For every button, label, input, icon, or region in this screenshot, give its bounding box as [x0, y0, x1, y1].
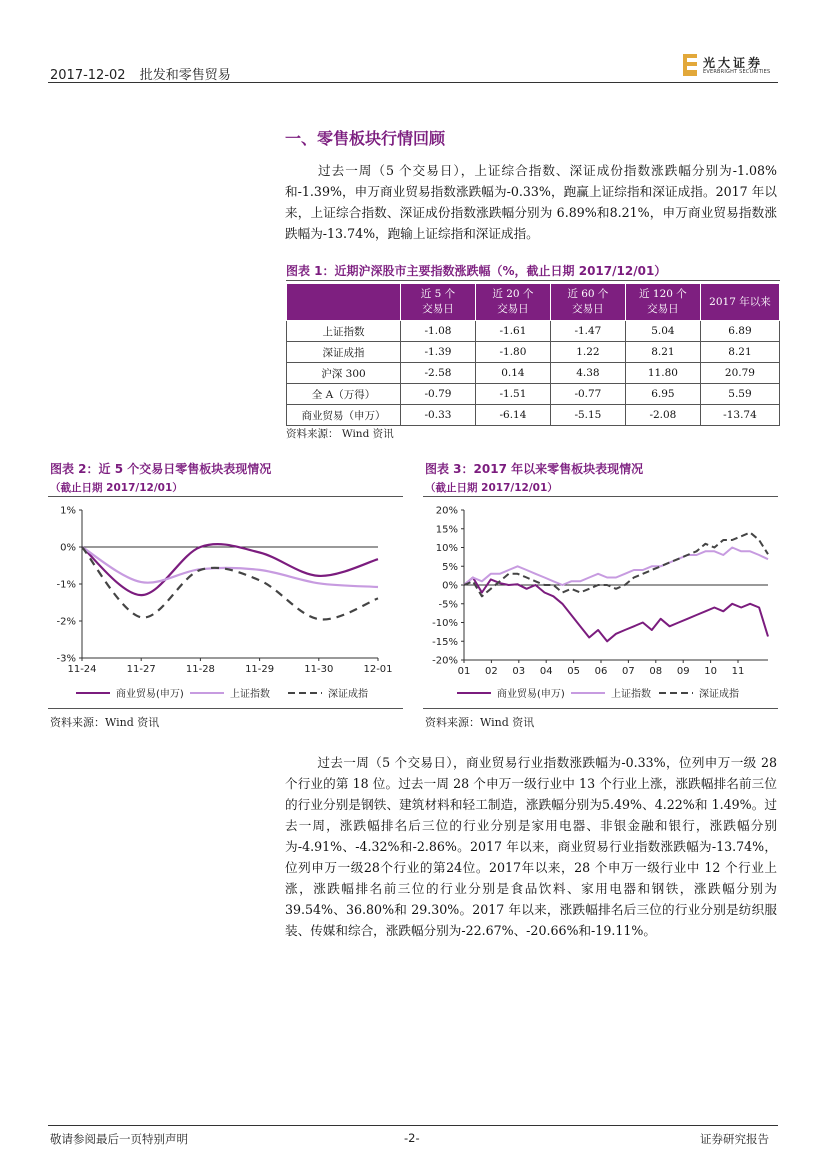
paragraph-2-text: 过去一周（5 个交易日），商业贸易行业指数涨跌幅为-0.33%，位列申万一级 28 个行业的第 18 位。过去一周 28 个申万一级行业中 13 个行业上涨，涨跌幅排名前三位的行业分别是钢铁、建筑材料和轻工制造，涨跌幅分别为5.49%、4.22%和 1.49%。过去一周，涨跌幅排名后三位的行业分别是家用电器、非银金融和银行，涨跌幅分别为-4.91%、-4.32%和-2.86%。2017 年以来，商业贸易行业指数涨跌幅为-13.74%，位列申万一级28个行业的第24位。2017年以来，28 个申万一级行业中 12 个行业上涨，涨跌幅排名前三位的行业分别是食品饮料、家用电器和钢铁，涨跌幅分别为 39.54%、36.80%和 29.30%。2017 年以来，涨跌幅排名后三位的行业分别是纺织服装、传媒和综合，涨跌幅分别为-22.67%、-20.66%和-19.11%。 [285, 755, 777, 938]
series-line-2 [464, 548, 768, 586]
table-cell: -1.51 [475, 384, 550, 405]
logo-text-en: EVERBRIGHT SECURITIES [703, 69, 771, 75]
table-cell: 6.95 [625, 384, 700, 405]
company-logo [683, 52, 778, 78]
table-cell: 1.22 [550, 342, 625, 363]
legend-label: 商业贸易(申万) [497, 689, 565, 700]
table-cell: 6.89 [700, 321, 779, 342]
x-tick-label: 01 [457, 666, 471, 677]
table-row-label: 商业贸易（申万） [287, 405, 401, 426]
chart3-subtitle: （截止日期 2017/12/01） [425, 482, 558, 494]
y-tick-label: -10% [432, 618, 458, 629]
y-tick-label: 0% [442, 580, 458, 592]
table-cell: -6.14 [475, 405, 550, 426]
table-cell: 8.21 [625, 342, 700, 363]
footer-disclaimer: 敬请参阅最后一页特别声明 [50, 1132, 188, 1146]
table-cell: -13.74 [700, 405, 779, 426]
section-title: 一、零售板块行情回顾 [285, 129, 446, 148]
table-header-cell: 近 120 个 交易日 [625, 284, 700, 321]
footer-divider [48, 1125, 778, 1126]
table-row [287, 321, 780, 342]
chart2-source: 资料来源：Wind 资讯 [50, 716, 160, 729]
table-cell: -0.79 [400, 384, 475, 405]
legend-label: 深证成指 [328, 689, 368, 700]
logo-mark-icon [683, 54, 697, 76]
x-tick-label: 10 [704, 666, 717, 677]
x-tick-label: 09 [676, 666, 690, 677]
x-tick-label: 03 [512, 666, 526, 677]
table-cell: -1.61 [475, 321, 550, 342]
table-source: 资料来源： Wind 资讯 [286, 428, 394, 440]
x-tick-label: 05 [567, 666, 580, 677]
table-row-label: 上证指数 [287, 321, 401, 342]
y-tick-label: 0% [60, 542, 76, 554]
legend-label: 商业贸易(申万) [116, 689, 184, 700]
chart3-figure [423, 500, 778, 705]
report-industry: 批发和零售贸易 [139, 68, 231, 83]
legend-label: 上证指数 [611, 689, 651, 700]
table-header-cell: 近 20 个 交易日 [475, 284, 550, 321]
footer-report-type: 证券研究报告 [700, 1132, 769, 1146]
series-line-3 [464, 533, 768, 597]
y-tick-label: -15% [432, 636, 458, 648]
paragraph-industry-review [285, 752, 777, 941]
logo-text-cn: 光大证券 [703, 56, 764, 70]
header-left [50, 64, 241, 83]
series-line-1 [464, 578, 768, 642]
table-cell: -1.47 [550, 321, 625, 342]
table-row-label: 深证成指 [287, 342, 401, 363]
table-header-cell: 近 5 个 交易日 [400, 284, 475, 321]
x-tick-label: 11-30 [304, 664, 334, 675]
table-title: 图表 1：近期沪深股市主要指数涨跌幅（%，截止日期 2017/12/01） [286, 264, 667, 278]
table-cell: -1.39 [400, 342, 475, 363]
y-tick-label: 5% [442, 561, 458, 573]
chart3-bottom-rule [423, 708, 778, 709]
table-cell: -0.77 [550, 384, 625, 405]
table-cell: 11.80 [625, 363, 700, 384]
page-number: -2- [404, 1131, 420, 1145]
table-header-row [287, 284, 780, 321]
chart2-subtitle: （截止日期 2017/12/01） [50, 482, 183, 494]
x-tick-label: 06 [594, 666, 608, 677]
y-tick-label: -1% [56, 579, 76, 591]
table-cell: -1.80 [475, 342, 550, 363]
x-tick-label: 11 [731, 666, 745, 677]
y-tick-label: 1% [60, 505, 76, 517]
legend-label: 上证指数 [230, 689, 270, 700]
chart3-source: 资料来源：Wind 资讯 [425, 716, 535, 729]
chart3-title: 图表 3：2017 年以来零售板块表现情况 [425, 462, 644, 476]
table-row-label: 全 A（万得） [287, 384, 401, 405]
table-corner-cell [287, 284, 401, 321]
series-line-2 [82, 547, 378, 587]
table-cell: -5.15 [550, 405, 625, 426]
chart2-title: 图表 2：近 5 个交易日零售板块表现情况 [50, 462, 272, 476]
table-row [287, 384, 780, 405]
y-tick-label: 15% [435, 524, 458, 536]
table-cell: -0.33 [400, 405, 475, 426]
y-tick-label: -2% [56, 616, 76, 628]
table-cell: 4.38 [550, 363, 625, 384]
y-tick-label: -20% [432, 655, 458, 667]
table-title-rule [286, 280, 780, 281]
y-tick-label: 20% [435, 505, 458, 517]
header-divider [48, 82, 778, 83]
x-tick-label: 11-28 [185, 664, 215, 675]
x-tick-label: 02 [485, 666, 498, 677]
table-cell: 20.79 [700, 363, 779, 384]
table-row [287, 363, 780, 384]
x-tick-label: 07 [622, 666, 635, 677]
table-header-cell: 2017 年以来 [700, 284, 779, 321]
legend-label: 深证成指 [699, 689, 739, 700]
chart3-top-rule [423, 496, 778, 497]
x-tick-label: 11-29 [245, 664, 275, 675]
y-tick-label: -5% [438, 599, 458, 611]
x-tick-label: 11-27 [126, 664, 156, 675]
x-tick-label: 04 [539, 666, 553, 677]
table-row-label: 沪深 300 [287, 363, 401, 384]
table-cell: -2.58 [400, 363, 475, 384]
table-cell: 5.59 [700, 384, 779, 405]
table-cell: 0.14 [475, 363, 550, 384]
y-tick-label: -3% [56, 653, 76, 665]
x-tick-label: 12-01 [363, 664, 393, 675]
x-tick-label: 11-24 [67, 664, 97, 675]
table-row [287, 405, 780, 426]
table-header-cell: 近 60 个 交易日 [550, 284, 625, 321]
paragraph-1-text: 过去一周（5 个交易日），上证综合指数、深证成份指数涨跌幅分别为-1.08%和-1.39%，申万商业贸易指数涨跌幅为-0.33%，跑赢上证综指和深证成指。2017 年以来，上证综合指数、深证成份指数涨跌幅分别为 6.89%和8.21%，申万商业贸易指数涨跌幅为-13.74%，跑输上证综指和深证成指。 [285, 163, 777, 241]
chart2-top-rule [48, 496, 403, 497]
table-cell: -2.08 [625, 405, 700, 426]
chart2-figure [48, 500, 403, 705]
table-row [287, 342, 780, 363]
report-date: 2017-12-02 [50, 68, 126, 83]
x-tick-label: 08 [649, 666, 663, 677]
table-cell: 8.21 [700, 342, 779, 363]
y-tick-label: 10% [435, 543, 458, 554]
table-cell: -1.08 [400, 321, 475, 342]
paragraph-market-review [285, 160, 777, 244]
chart2-bottom-rule [48, 708, 403, 709]
table-cell: 5.04 [625, 321, 700, 342]
series-line-3 [82, 547, 378, 620]
index-performance-table [286, 283, 780, 426]
